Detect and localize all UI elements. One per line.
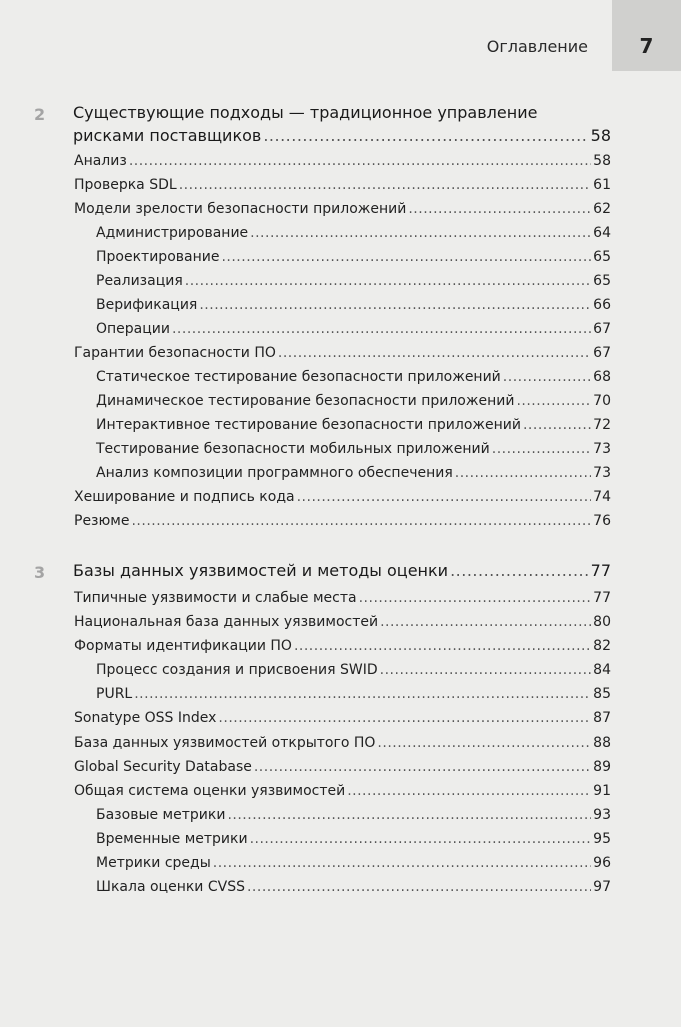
toc-entry[interactable] — [74, 759, 611, 779]
page-ref: 97 — [593, 879, 611, 895]
entry-label: База данных уязвимостей открытого ПО — [74, 735, 376, 751]
dot-leader — [172, 321, 591, 337]
dot-leader — [492, 441, 591, 457]
page-ref: 72 — [593, 417, 611, 433]
toc-entry[interactable] — [74, 489, 611, 509]
toc-subentry[interactable] — [96, 225, 611, 245]
dot-leader — [134, 686, 591, 702]
entry-label: Хеширование и подпись кода — [74, 489, 295, 505]
page-ref: 64 — [593, 225, 611, 241]
entry-label: PURL — [96, 686, 133, 702]
dot-leader — [516, 393, 591, 409]
page-ref: 84 — [593, 662, 611, 678]
toc-subentry[interactable] — [96, 393, 611, 413]
entry-label: Sonatype OSS Index — [74, 710, 217, 726]
entry-label: Интерактивное тестирование безопасности приложений — [96, 417, 521, 433]
page-ref: 91 — [593, 783, 611, 799]
page-ref: 70 — [593, 393, 611, 409]
toc-chapter-entry[interactable] — [73, 126, 611, 146]
page-ref: 74 — [593, 489, 611, 505]
entry-label: Global Security Database — [74, 759, 252, 775]
entry-label: Статическое тестирование безопасности приложений — [96, 369, 501, 385]
page-ref: 73 — [593, 441, 611, 457]
chapter-title-line1: Существующие подходы — традиционное управление — [73, 103, 538, 122]
entry-label: Операции — [96, 321, 170, 337]
entry-label: Процесс создания и присвоения SWID — [96, 662, 378, 678]
toc-entry[interactable] — [74, 614, 611, 634]
entry-label: Проектирование — [96, 249, 220, 265]
toc-entry[interactable] — [74, 590, 611, 610]
dot-leader — [523, 417, 591, 433]
dot-leader — [199, 297, 591, 313]
header-title: Оглавление — [486, 37, 588, 56]
toc-entry[interactable] — [74, 345, 611, 365]
toc-entry[interactable] — [74, 735, 611, 755]
toc-subentry[interactable] — [96, 831, 611, 851]
dot-leader — [213, 855, 591, 871]
entry-label: Тестирование безопасности мобильных приложений — [96, 441, 490, 457]
toc-entry[interactable] — [74, 177, 611, 197]
page-ref: 67 — [593, 321, 611, 337]
entry-label: Общая система оценки уязвимостей — [74, 783, 346, 799]
toc-subentry[interactable] — [96, 417, 611, 437]
toc-subentry[interactable] — [96, 273, 611, 293]
toc-entry[interactable] — [74, 783, 611, 803]
page-ref: 95 — [593, 831, 611, 847]
page-ref: 58 — [593, 153, 611, 169]
page-ref: 93 — [593, 807, 611, 823]
dot-leader — [221, 249, 591, 265]
toc-entry[interactable] — [74, 513, 611, 533]
toc-entry[interactable] — [74, 638, 611, 658]
page-ref: 61 — [593, 177, 611, 193]
toc-subentry[interactable] — [96, 879, 611, 899]
entry-label: Гарантии безопасности ПО — [74, 345, 276, 361]
toc-subentry[interactable] — [96, 662, 611, 682]
page-ref: 89 — [593, 759, 611, 775]
toc-entry[interactable] — [74, 153, 611, 173]
dot-leader — [179, 177, 591, 193]
dot-leader — [250, 831, 592, 847]
entry-label: Реализация — [96, 273, 183, 289]
dot-leader — [408, 201, 591, 217]
dot-leader — [278, 345, 591, 361]
page-ref: 73 — [593, 465, 611, 481]
page-ref: 68 — [593, 369, 611, 385]
dot-leader — [450, 561, 589, 580]
page-ref: 77 — [593, 590, 611, 606]
entry-label: Форматы идентификации ПО — [74, 638, 292, 654]
toc-subentry[interactable] — [96, 686, 611, 706]
dot-leader — [185, 273, 591, 289]
entry-label: Метрики среды — [96, 855, 211, 871]
dot-leader — [218, 710, 591, 726]
entry-label: Анализ — [74, 153, 127, 169]
entry-label: Типичные уязвимости и слабые места — [74, 590, 357, 606]
page-ref: 66 — [593, 297, 611, 313]
toc-subentry[interactable] — [96, 465, 611, 485]
dot-leader — [247, 879, 591, 895]
toc-entry[interactable] — [74, 201, 611, 221]
toc-entry[interactable] — [74, 710, 611, 730]
dot-leader — [227, 807, 591, 823]
entry-label: Резюме — [74, 513, 130, 529]
dot-leader — [297, 489, 592, 505]
entry-label: Шкала оценки CVSS — [96, 879, 245, 895]
page-ref: 87 — [593, 710, 611, 726]
entry-label: Модели зрелости безопасности приложений — [74, 201, 407, 217]
page-number: 7 — [639, 34, 654, 58]
entry-label: Базовые метрики — [96, 807, 226, 823]
page-ref: 85 — [593, 686, 611, 702]
toc-subentry[interactable] — [96, 441, 611, 461]
page-number-tab — [612, 0, 681, 71]
dot-leader — [380, 662, 592, 678]
dot-leader — [131, 513, 591, 529]
page-ref: 77 — [590, 561, 611, 580]
dot-leader — [380, 614, 591, 630]
dot-leader — [377, 735, 591, 751]
page-ref: 80 — [593, 614, 611, 630]
chapter-number: 2 — [34, 105, 46, 124]
entry-label: Временные метрики — [96, 831, 248, 847]
toc-subentry[interactable] — [96, 321, 611, 341]
dot-leader — [263, 126, 588, 145]
entry-label: Проверка SDL — [74, 177, 177, 193]
page-ref: 96 — [593, 855, 611, 871]
dot-leader — [254, 759, 591, 775]
dot-leader — [503, 369, 591, 385]
page-ref: 67 — [593, 345, 611, 361]
toc-subentry[interactable] — [96, 297, 611, 317]
toc-subentry[interactable] — [96, 249, 611, 269]
page-ref: 62 — [593, 201, 611, 217]
toc-subentry[interactable] — [96, 807, 611, 827]
page-ref: 58 — [590, 126, 611, 145]
chapter-title-line2: рисками поставщиков — [73, 126, 262, 145]
toc-subentry[interactable] — [96, 855, 611, 875]
page-ref: 82 — [593, 638, 611, 654]
toc-subentry[interactable] — [96, 369, 611, 389]
dot-leader — [455, 465, 591, 481]
dot-leader — [359, 590, 592, 606]
toc-chapter-entry[interactable] — [73, 561, 611, 581]
dot-leader — [347, 783, 591, 799]
page-ref: 65 — [593, 273, 611, 289]
entry-label: Национальная база данных уязвимостей — [74, 614, 379, 630]
entry-label: Верификация — [96, 297, 198, 313]
entry-label: Динамическое тестирование безопасности приложений — [96, 393, 515, 409]
page-ref: 76 — [593, 513, 611, 529]
entry-label: Анализ композиции программного обеспечения — [96, 465, 453, 481]
chapter-title: Базы данных уязвимостей и методы оценки — [73, 561, 449, 580]
page-ref: 88 — [593, 735, 611, 751]
dot-leader — [129, 153, 591, 169]
dot-leader — [250, 225, 591, 241]
page-ref: 65 — [593, 249, 611, 265]
entry-label: Администрирование — [96, 225, 249, 241]
dot-leader — [294, 638, 591, 654]
chapter-number: 3 — [34, 563, 46, 582]
